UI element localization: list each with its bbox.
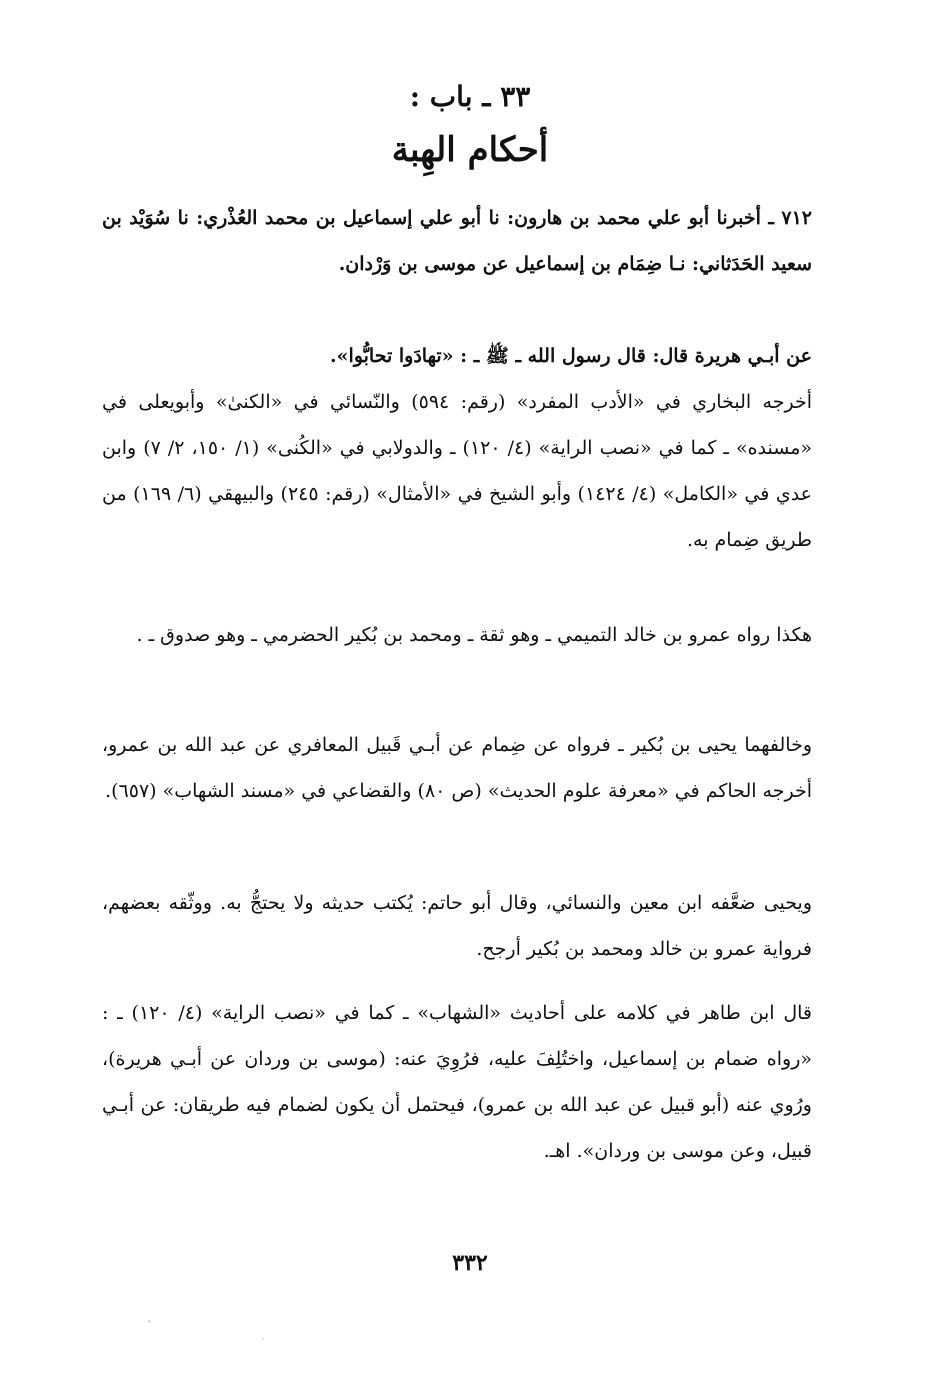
commentary-ibn-tahir: قال ابن طاهر في كلامه على أحاديث «الشهاب» ـ كما في «نصب الراية» (٤/ ١٢٠) ـ : «رواه ضمام بن إسماعيل، واختُلِفَ عليه، فرُوِيَ عنه: (موسى بن وردان عن أبـي هريرة)، ورُوي عنه (أبو قبيل عن عبد الله بن عمرو)، فيحتمل أن يكون لضمام فيه طريقان: عن أبـي قبيل، وعن موسى بن وردان». اهـ.: [102, 1002, 812, 1162]
commentary-contradiction: وخالفهما يحيى بن بُكير ـ فرواه عن ضِمام عن أبـي قَبيل المعافري عن عبد الله بن عمرو، أخرجه الحاكم في «معرفة علوم الحديث» (ص ٨٠) والقضاعي في «مسند الشهاب» (٦٥٧).: [102, 734, 812, 802]
commentary-grading: ويحيى ضعَّفه ابن معين والنسائي، وقال أبو حاتم: يُكتب حديثه ولا يحتجُّ به. ووثّقه بعضهم، فرواية عمرو بن خالد ومحمد بن بُكير أرجح.: [102, 892, 812, 960]
commentary-takhrij: أخرجه البخاري في «الأدب المفرد» (رقم: ٥٩٤) والنّسائي في «الكنىٰ» وأبويعلى في «مسنده» ـ كما في «نصب الراية» (٤/ ١٢٠) ـ والدولابي في «الكُنى» (١/ ١٥٠، ٢/ ٧) وابن عدي في «الكامل» (٤/ ١٤٢٤) وأبو الشيخ في «الأمثال» (رقم: ٢٤٥) والبيهقي (٦/ ١٦٩) من طريق ضِمام به.: [102, 391, 812, 551]
scan-speck: [148, 1320, 151, 1323]
hadith-matn: عن أبـي هريرة قال: قال رسول الله ـ ﷺ ـ : «تهادَوا تحابُّوا».: [330, 345, 812, 367]
chapter-title: أحكام الهِبة: [391, 130, 549, 170]
commentary-narrators: هكذا رواه عمرو بن خالد التميمي ـ وهو ثقة ـ ومحمد بن بُكير الحضرمي ـ وهو صدوق ـ .: [136, 624, 812, 646]
chapter-number: ٣٣ ـ باب :: [409, 80, 531, 113]
page-number: ٣٣٢: [452, 1250, 488, 1276]
hadith-isnad: ٧١٢ ـ أخبرنا أبو علي محمد بن هارون: نا أبو علي إسماعيل بن محمد العُذْري: نا سُوَيْد بن سعيد الحَدَثاني: نـا ضِمَام بن إسماعيل عن موسى بن وَرْدان.: [102, 207, 812, 275]
scan-speck: [262, 1338, 264, 1340]
